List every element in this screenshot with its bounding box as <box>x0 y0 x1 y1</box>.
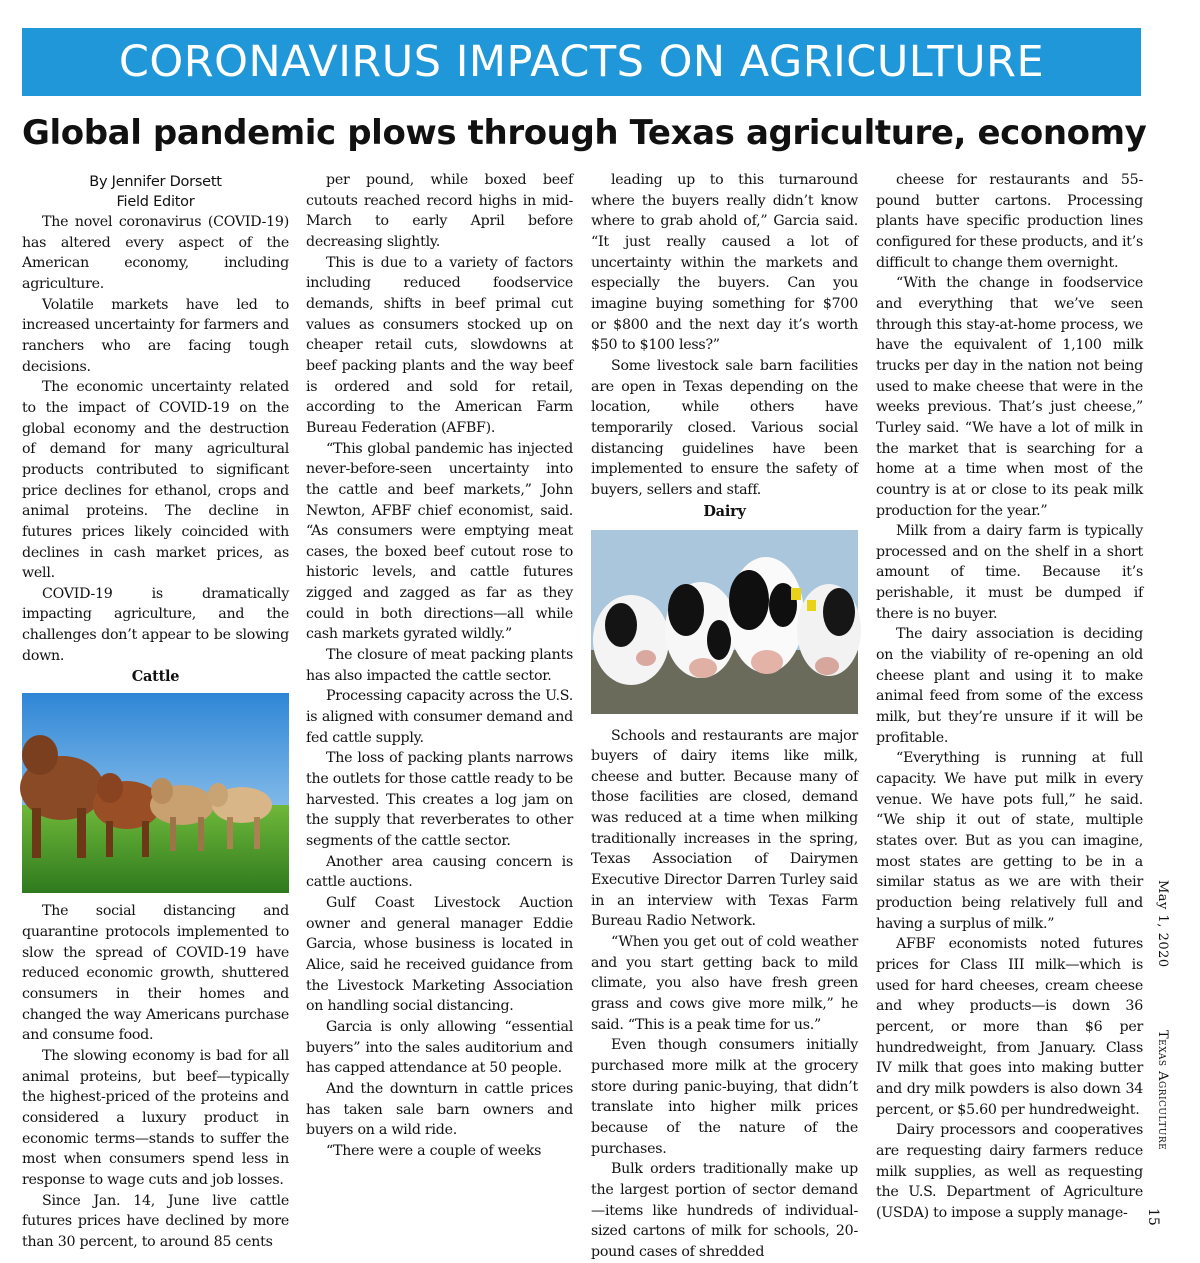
paragraph: “Everything is running at full capacity. We have put milk in every venue. We have pots full,” he said. “We ship it out of state, multiple states over. But as you can imagine, most states are getting to be in a similar status as we are with their production being relatively full and having a surplus of milk.” <box>876 750 1143 932</box>
dairy-cows-photo <box>591 530 858 714</box>
paragraph: The closure of meat packing plants has also impacted the cattle sector. <box>306 647 573 684</box>
column-4 <box>876 170 1143 1230</box>
paragraph: “When you get out of cold weather and you start getting back to mild climate, you also have fresh green grass and cows give more milk,” he said. “This is a peak time for us.” <box>591 934 858 1033</box>
paragraph: The economic uncertainty related to the impact of COVID-19 on the global economy and the destruction of demand for many agricultural products contributed to significant price declines for ethanol, crops and animal proteins. The decline in futures prices likely coincided with declines in cash market prices, as well. <box>22 379 289 582</box>
paragraph: per pound, while boxed beef cutouts reached record highs in mid-March to early April before decreasing slightly. <box>306 172 573 250</box>
paragraph: This is due to a variety of factors including reduced foodservice demands, shifts in beef primal cut values as consumers stocked up on cheaper retail cuts, slowdowns at beef packing plants and the way beef is ordered and sold for retail, according to the American Farm Bureau Federation (AFBF). <box>306 254 573 436</box>
paragraph: Even though consumers initially purchased more milk at the grocery store during panic-buying, that didn’t translate into higher milk prices because of the nature of the purchases. <box>591 1037 858 1157</box>
paragraph: Volatile markets have led to increased uncertainty for farmers and ranchers who are facing tough decisions. <box>22 296 289 375</box>
paragraph: The slowing economy is bad for all animal proteins, but beef—typically the highest-priced of the proteins and considered a luxury product in economic terms—stands to suffer the most when consumers spend less in response to wage cuts and job losses. <box>22 1048 289 1188</box>
paragraph: “There were a couple of weeks <box>326 1142 542 1159</box>
paragraph: Since Jan. 14, June live cattle futures prices have declined by more than 30 percent, to around 85 cents <box>22 1192 289 1250</box>
paragraph: Bulk orders traditionally make up the largest portion of sector demand—items like hundreds of individual-sized cartons of milk for schools, 20-pound cases of shredded <box>591 1161 858 1260</box>
section-banner: CORONAVIRUS IMPACTS ON AGRICULTURE <box>22 28 1141 96</box>
paragraph: The novel coronavirus (COVID-19) has altered every aspect of the American economy, including agriculture. <box>22 214 289 292</box>
paragraph: Processing capacity across the U.S. is aligned with consumer demand and fed cattle supply. <box>306 688 573 746</box>
subhead-cattle: Cattle <box>131 668 180 686</box>
paragraph: “This global pandemic has injected never-before-seen uncertainty into the cattle and beef markets,” John Newton, AFBF chief economist, said. “As consumers were emptying meat cases, the boxed beef cutout rose to historic levels, and cattle futures zigged and zagged as far as they could in both directions—all while cash markets gyrated wildly.” <box>306 440 573 643</box>
paragraph: Some livestock sale barn facilities are open in Texas depending on the location, while others have temporarily closed. Various social distancing guidelines have been implemented to ensure the safety of buyers, sellers and staff. <box>591 357 858 498</box>
publication-name: Texas Agriculture <box>1155 1030 1170 1151</box>
paragraph: Schools and restaurants are major buyers of dairy items like milk, cheese and butter. Because many of those facilities are closed, demand was reduced at a time when milking traditionally increases in the spring, Texas Association of Dairymen Executive Director Darren Turley said in an interview with Texas Farm Bureau Radio Network. <box>591 727 858 930</box>
paragraph: Garcia is only allowing “essential buyers” into the sales auditorium and has capped attendance at 50 people. <box>306 1018 573 1077</box>
paragraph: Milk from a dairy farm is typically processed and on the shelf in a short amount of time. Because it’s perishable, it must be dumped if there is no buyer. <box>876 523 1143 622</box>
subhead-dairy: Dairy <box>703 502 746 520</box>
byline-role: Field Editor <box>116 194 195 210</box>
issue-date: May 1, 2020 <box>1155 880 1170 968</box>
cattle-photo <box>22 693 289 893</box>
paragraph: Another area causing concern is cattle auctions. <box>306 853 573 891</box>
paragraph: Gulf Coast Livestock Auction owner and general manager Eddie Garcia, whose business is located in Alice, said he received guidance from the Livestock Marketing Association on handling social distancing. <box>306 894 573 1015</box>
paragraph: And the downturn in cattle prices has taken sale barn owners and buyers on a wild ride. <box>306 1080 573 1139</box>
paragraph: Dairy processors and cooperatives are requesting dairy farmers reduce milk supplies, as well as requesting the U.S. Department of Agriculture (USDA) to impose a supply manage- <box>876 1122 1143 1221</box>
paragraph: AFBF economists noted futures prices for Class III milk—which is used for hard cheeses, cream cheese and whey products—is down 36 percent, or more than $6 per hundredweight, from January. Class IV milk that goes into making butter and dry milk powders is also down 34 percent, or $5.60 per hundredweight. <box>876 936 1143 1118</box>
paragraph: The social distancing and quarantine protocols implemented to slow the spread of COVID-19 have reduced economic growth, shuttered consumers in their homes and changed the way Americans purchase and consume food. <box>22 903 289 1044</box>
paragraph: leading up to this turnaround where the buyers really didn’t know where to grab ahold of,” Garcia said. “It just really caused a lot of uncertainty within the markets and especially the buyers. Can you imagine buying something for $700 or $800 and the next day it’s worth $50 to $100 less?” <box>591 172 858 354</box>
headline: Global pandemic plows through Texas agriculture, economy <box>22 113 1147 153</box>
paragraph: “With the change in foodservice and everything that we’ve seen through this stay-at-home process, we have the equivalent of 1,100 milk trucks per day in the nation not being used to make cheese that were in the weeks previous. That’s just cheese,” Turley said. “We have a lot of milk in the market that is searching for a home at a time when most of the country is at or close to its peak milk production for the year.” <box>876 275 1143 519</box>
page-number: 15 <box>1145 1208 1161 1226</box>
paragraph: The loss of packing plants narrows the outlets for those cattle ready to be harvested. This creates a log jam on the supply that reverberates to other segments of the cattle sector. <box>306 750 573 849</box>
column-1 <box>22 170 289 1250</box>
paragraph: The dairy association is deciding on the viability of re-opening an old cheese plant and using it to make animal feed from some of the excess milk, but they’re unsure if it will be profitable. <box>876 626 1143 746</box>
paragraph: cheese for restaurants and 55-pound butter cartons. Processing plants have specific production lines configured for these products, and it’s difficult to change them overnight. <box>876 172 1143 271</box>
column-2 <box>306 170 573 1230</box>
paragraph: COVID-19 is dramatically impacting agriculture, and the challenges don’t appear to be slowing down. <box>22 585 289 664</box>
column-3 <box>591 170 858 1260</box>
byline-author: By Jennifer Dorsett <box>89 174 222 190</box>
